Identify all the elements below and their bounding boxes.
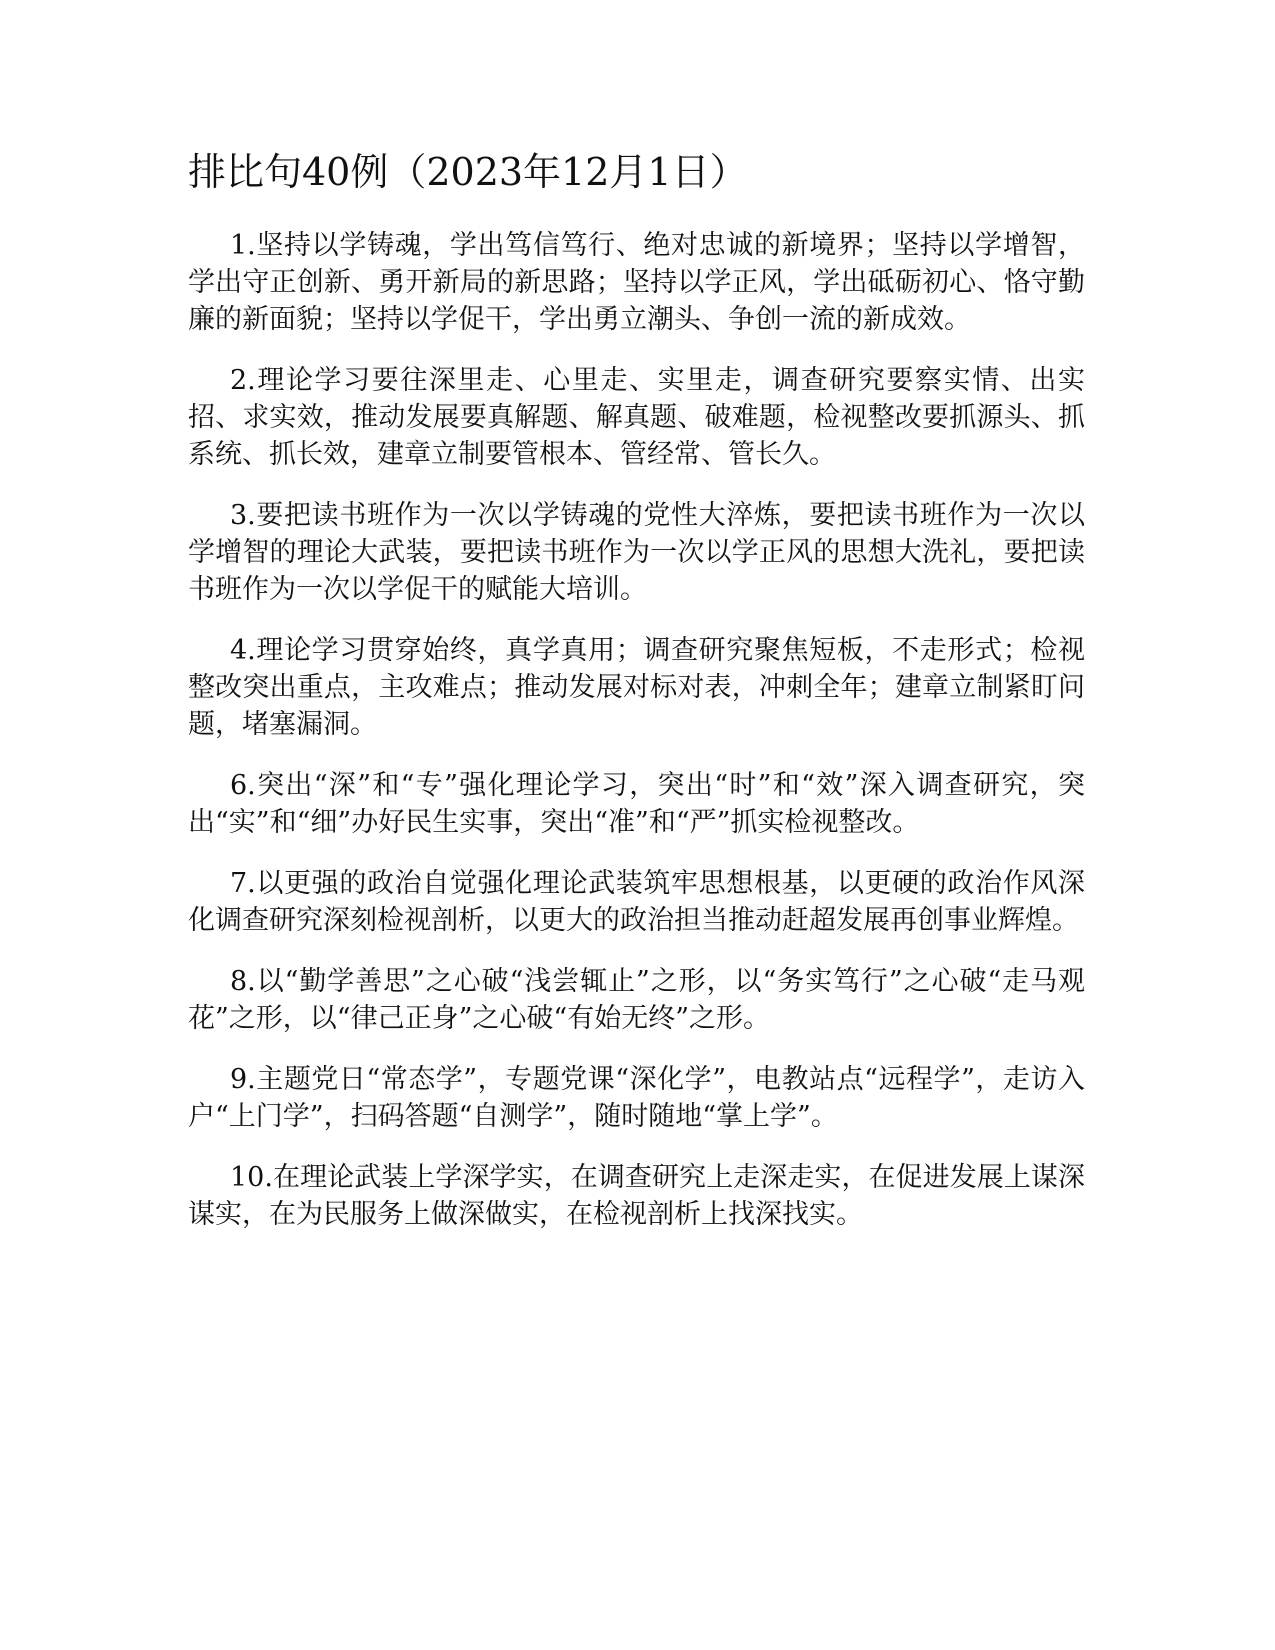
document-title: 排比句40例（2023年12月1日） xyxy=(188,150,748,194)
paragraph-7: 7.以更强的政治自觉强化理论武装筑牢思想根基，以更硬的政治作风深化调查研究深刻检视剖析，以更大的政治担当推动赶超发展再创事业辉煌。 xyxy=(188,868,1085,936)
paragraph-9: 9.主题党日“常态学”，专题党课“深化学”，电教站点“远程学”，走访入户“上门学”，扫码答题“自测学”，随时随地“掌上学”。 xyxy=(188,1064,1085,1132)
paragraph-1: 1.坚持以学铸魂，学出笃信笃行、绝对忠诚的新境界；坚持以学增智，学出守正创新、勇开新局的新思路；坚持以学正风，学出砥砺初心、恪守勤廉的新面貌；坚持以学促干，学出勇立潮头、争创一流的新成效。 xyxy=(188,230,1085,335)
paragraph-4: 4.理论学习贯穿始终，真学真用；调查研究聚焦短板，不走形式；检视整改突出重点，主攻难点；推动发展对标对表，冲刺全年；建章立制紧盯问题，堵塞漏洞。 xyxy=(188,635,1085,740)
document-body xyxy=(188,227,1085,1257)
paragraph-6: 6.突出“深”和“专”强化理论学习，突出“时”和“效”深入调查研究，突出“实”和“细”办好民生实事，突出“准”和“严”抓实检视整改。 xyxy=(188,770,1085,838)
paragraph-8: 8.以“勤学善思”之心破“浅尝辄止”之形，以“务实笃行”之心破“走马观花”之形，以“律己正身”之心破“有始无终”之形。 xyxy=(188,966,1085,1034)
paragraph-10: 10.在理论武装上学深学实，在调查研究上走深走实，在促进发展上谋深谋实，在为民服务上做深做实，在检视剖析上找深找实。 xyxy=(188,1162,1085,1230)
paragraph-2: 2.理论学习要往深里走、心里走、实里走，调查研究要察实情、出实招、求实效，推动发展要真解题、解真题、破难题，检视整改要抓源头、抓系统、抓长效，建章立制要管根本、管经常、管长久。 xyxy=(188,365,1085,470)
paragraph-3: 3.要把读书班作为一次以学铸魂的党性大淬炼，要把读书班作为一次以学增智的理论大武装，要把读书班作为一次以学正风的思想大洗礼，要把读书班作为一次以学促干的赋能大培训。 xyxy=(188,500,1085,605)
